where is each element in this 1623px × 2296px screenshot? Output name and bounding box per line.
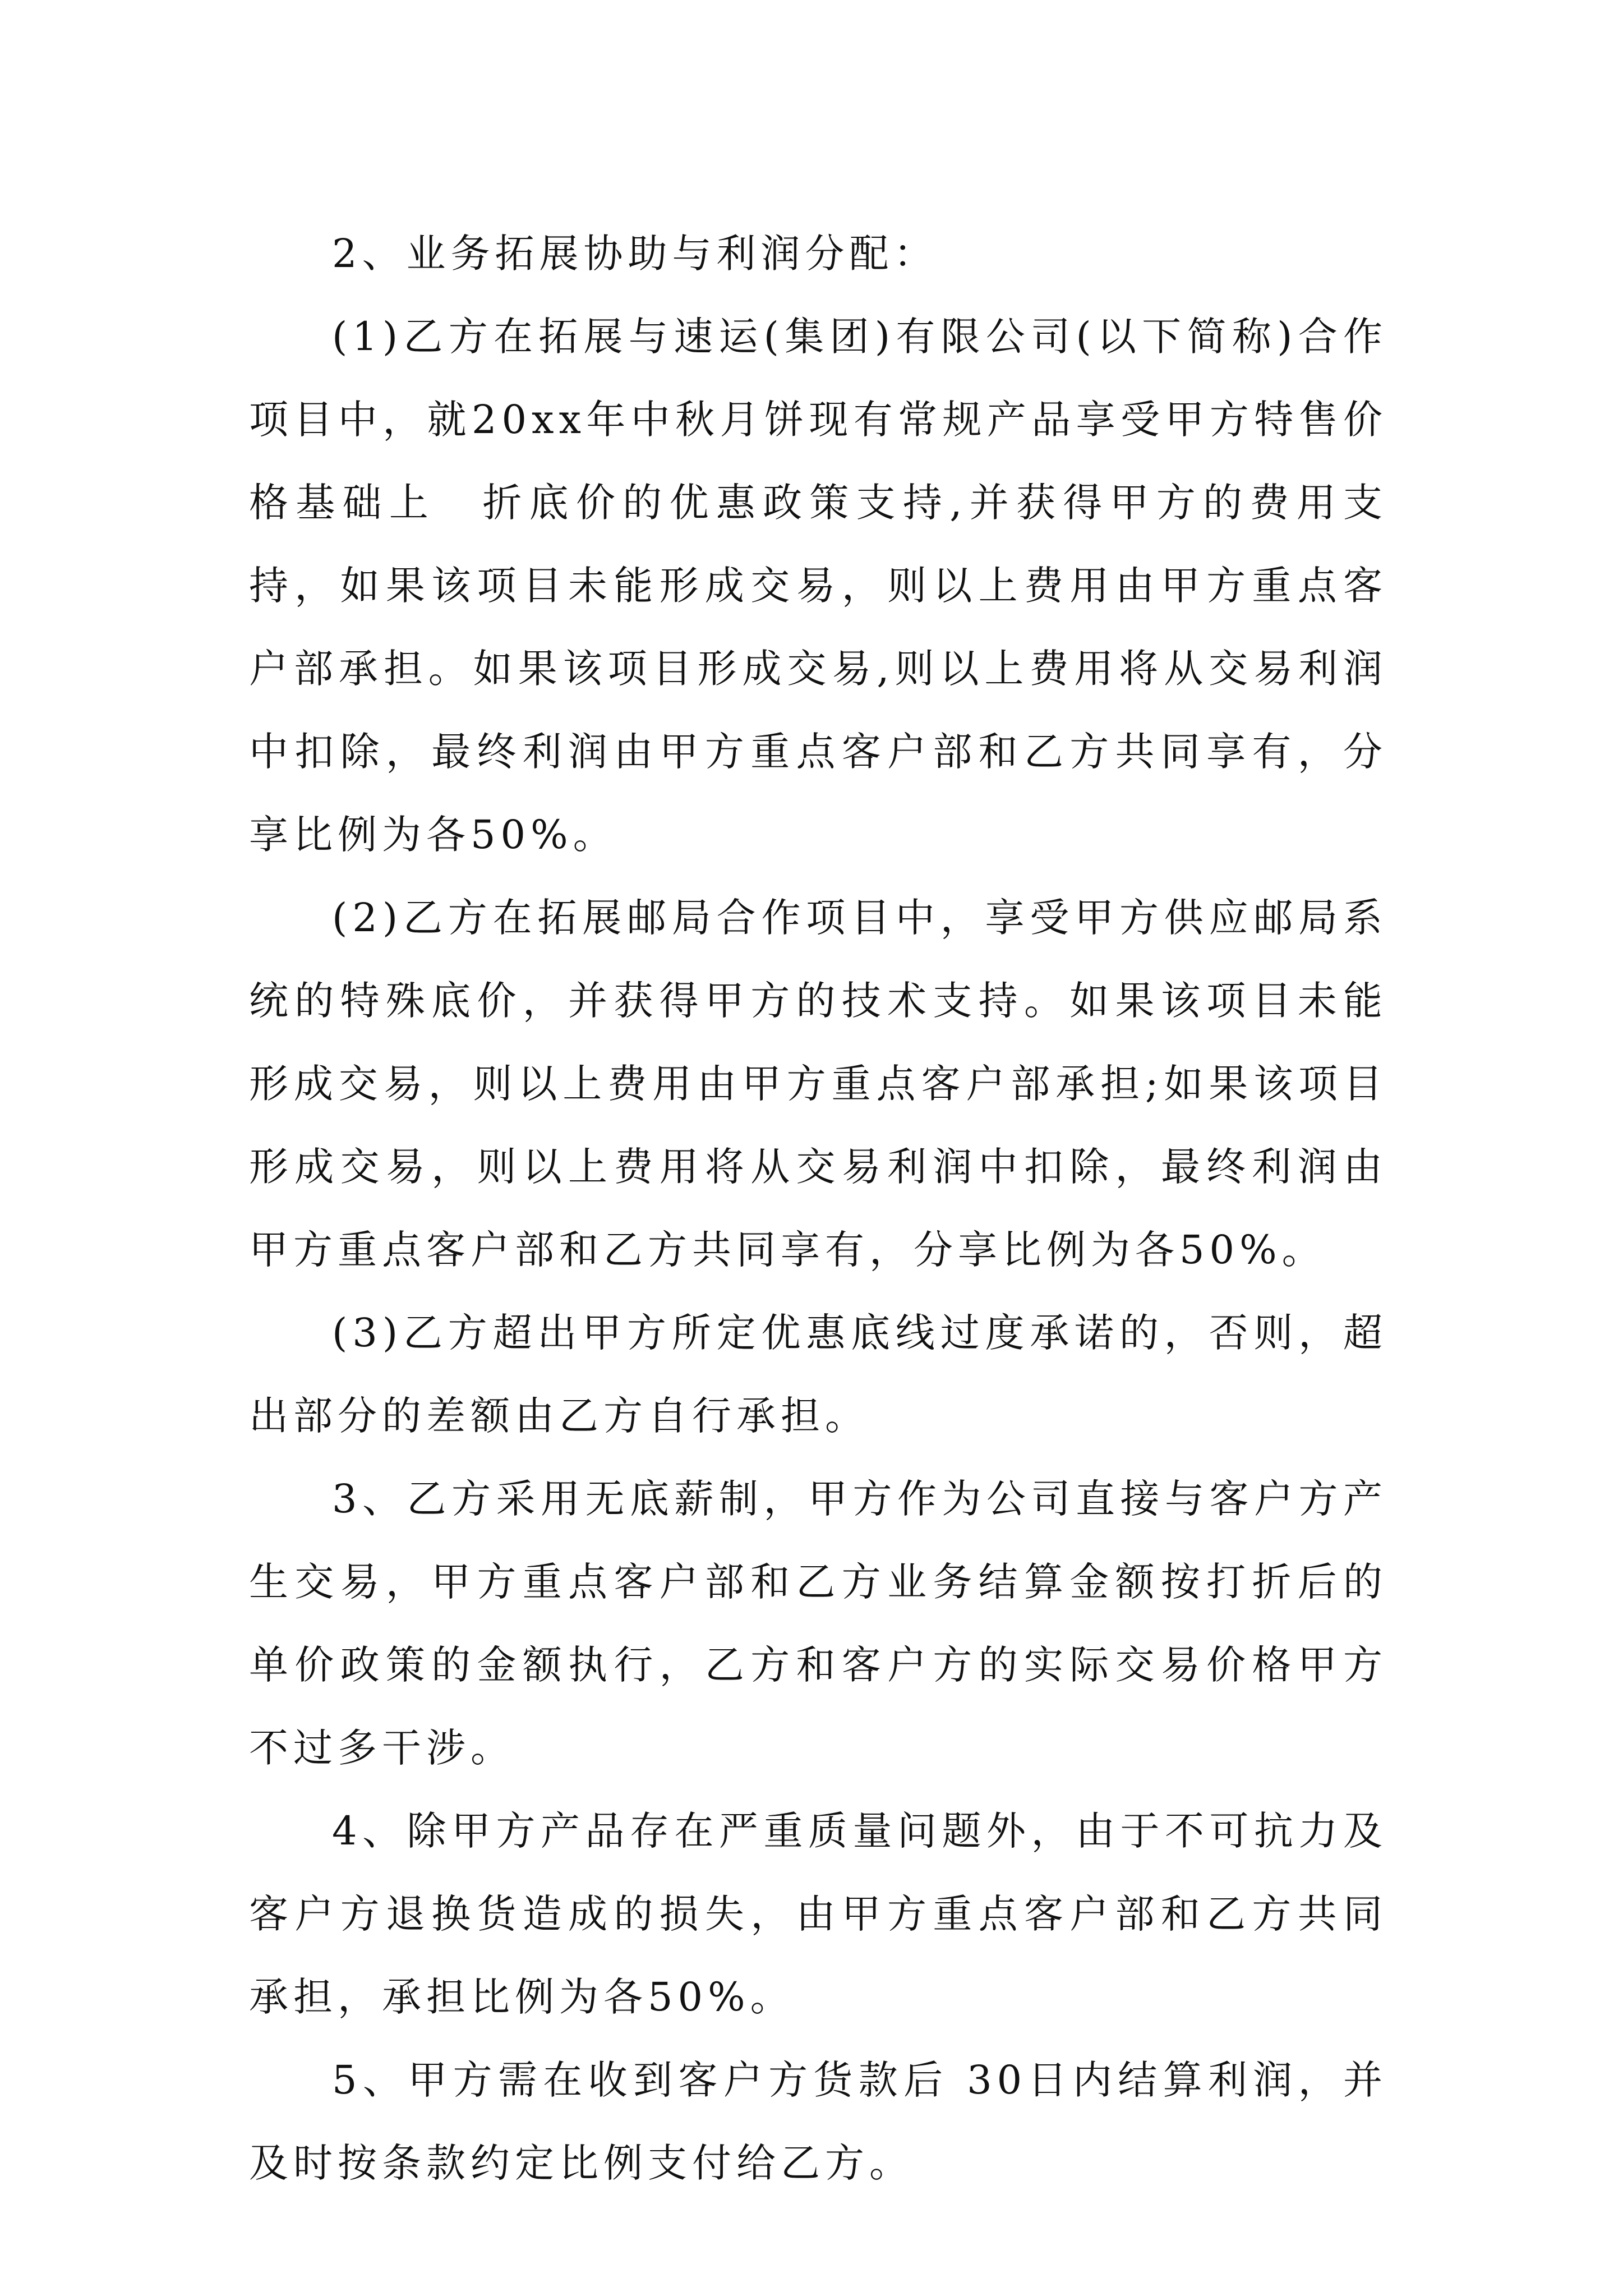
clause-2-2-paragraph: (2)乙方在拓展邮局合作项目中，享受甲方供应邮局系统的特殊底价，并获得甲方的技术支持。如果该项目未能形成交易，则以上费用由甲方重点客户部承担;如果该项目形成交易，则以上费用将从交易利润中扣除，最终利润由甲方重点客户部和乙方共同享有，分享比例为各50%。: [249, 895, 1387, 1273]
clause-2-3-paragraph: (3)乙方超出甲方所定优惠底线过度承诺的，否则，超出部分的差额由乙方自行承担。: [249, 1310, 1387, 1439]
document-body: [249, 212, 1387, 2205]
clause-2-1-paragraph: (1)乙方在拓展与速运(集团)有限公司(以下简称)合作项目中，就20xx年中秋月饼现有常规产品享受甲方特售价格基础上 折底价的优惠政策支持,并获得甲方的费用支持，如果该项目未能形成交易，则以上费用由甲方重点客户部承担。如果该项目形成交易,则以上费用将从交易利润中扣除，最终利润由甲方重点客户部和乙方共同享有，分享比例为各50%。: [249, 314, 1387, 858]
clause-3-paragraph: 3、乙方采用无底薪制，甲方作为公司直接与客户方产生交易，甲方重点客户部和乙方业务结算金额按打折后的单价政策的金额执行，乙方和客户方的实际交易价格甲方不过多干涉。: [249, 1476, 1387, 1771]
section-heading-2: 2、业务拓展协助与利润分配：: [332, 231, 938, 277]
clause-4-paragraph: 4、除甲方产品存在严重质量问题外，由于不可抗力及客户方退换货造成的损失，由甲方重点客户部和乙方共同承担，承担比例为各50%。: [249, 1808, 1387, 2020]
clause-5-paragraph: 5、甲方需在收到客户方货款后 30日内结算利润，并及时按条款约定比例支付给乙方。: [249, 2057, 1387, 2186]
